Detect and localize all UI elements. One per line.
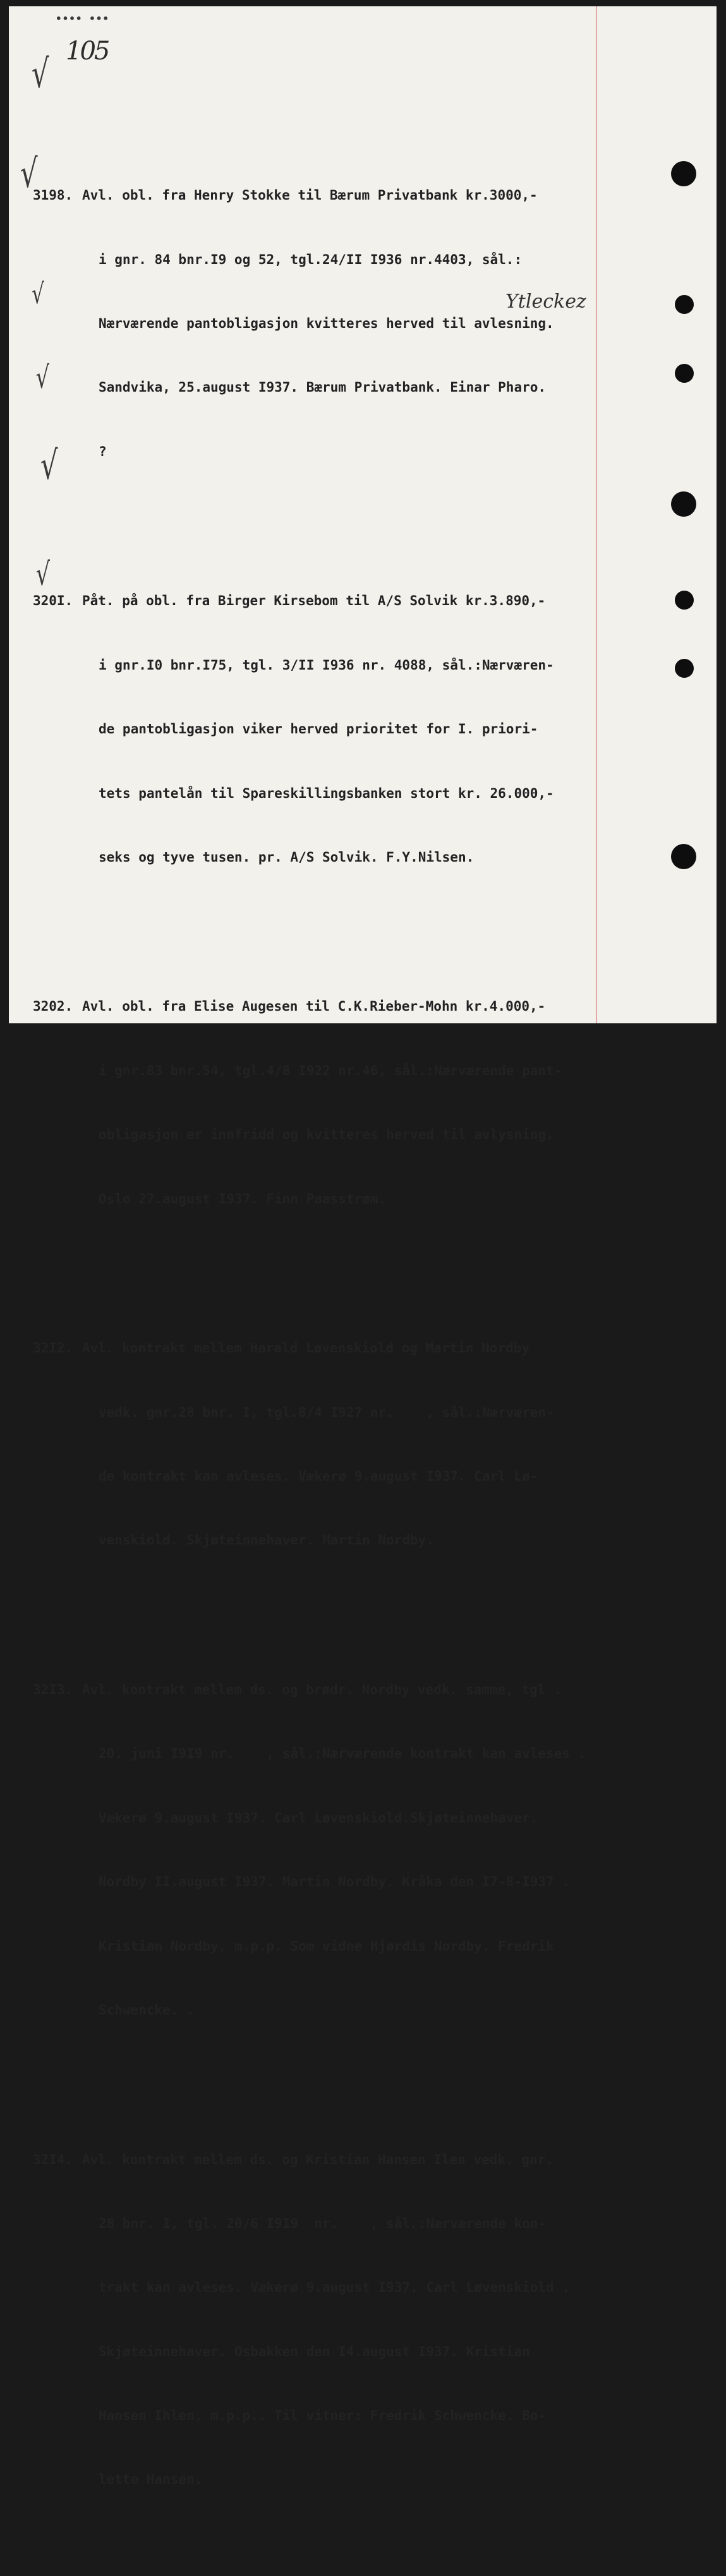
entry-line: obligasjon er innfridd og kvitteres herved til avlysning.: [99, 1127, 554, 1143]
entry-line: Sandvika, 25.august I937. Bærum Privatbank. Einar Pharo.: [99, 380, 547, 395]
header-scribble: •••• •••: [56, 13, 110, 25]
entry-first-line: Avl. obl. fra Henry Stokke til Bærum Privatbank kr.3000,-: [82, 188, 538, 203]
entry-number: 32I2.: [33, 1340, 73, 1356]
entry-line: de kontrakt kan avleses. Vækerø 9.august I937. Carl Lø-: [99, 1469, 538, 1484]
entry-3214: [33, 2107, 602, 2534]
checkmark-icon: √: [32, 278, 44, 310]
entry-number: 320I.: [33, 593, 73, 609]
checkmark-icon: √: [20, 150, 38, 196]
entry-line: Vækerø 9.august I937. Carl Løvenskiold.Skjøteinnehaver.: [99, 1810, 538, 1826]
entry-line: 20. juni I9I9 nr. , sål.:Nærværende kontrakt kan avleses .: [99, 1746, 586, 1762]
entry-line: Skjøteinnehaver. Osbakken den I4.august I937. Kristian: [99, 2344, 530, 2359]
punch-hole: [675, 295, 694, 314]
entry-line: venskiold. Skjøteinnehaver. Martin Nordby.: [99, 1532, 435, 1548]
entry-line: vedk. gnr.28 bnr. I, tgl.8/4 I927 nr. , sål.:Nærværen-: [99, 1404, 554, 1420]
punch-hole: [675, 659, 694, 678]
entry-3202: [33, 954, 602, 1253]
entry-first-line: Avl. obl. fra Elise Augesen til C.K.Rieber-Mohn kr.4.000,-: [82, 999, 546, 1014]
entry-3201: [33, 548, 602, 912]
entry-line: tets pantelån til Spareskillingsbanken stort kr. 26.000,-: [99, 785, 554, 801]
entry-first-line: Påt. på obl. fra Birger Kirsebom til A/S Solvik kr.3.890,-: [82, 593, 546, 609]
punch-hole: [675, 591, 694, 610]
entry-line: Schwencke. .: [99, 2002, 195, 2018]
entry-line: seks og tyve tusen. pr. A/S Solvik. F.Y.Nilsen.: [99, 849, 475, 865]
entry-3212: [33, 1296, 602, 1594]
entry-number: 32I3.: [33, 1682, 73, 1697]
punch-hole: [671, 844, 696, 869]
entry-line: 28 bnr. I, tgl. 20/6 I9I9 nr. , sål.:Nærværende kon-: [99, 2215, 547, 2231]
entry-line: lette Hansen.: [99, 2472, 203, 2488]
checkmark-icon: √: [35, 556, 51, 593]
checkmark-icon: √: [35, 360, 50, 395]
entry-3213: [33, 1637, 602, 2064]
checkmark-icon: √: [31, 51, 49, 97]
entry-first-line: Avl. kontrakt mellem ds. og brødr. Nordby vedk. samme, tgl .: [82, 1682, 562, 1697]
entry-line: ?: [99, 443, 107, 459]
entry-line: trakt kan avleses. Vækerø 9.august I937. Carl Løvenskiold .: [99, 2280, 570, 2296]
entry-line: Hansen Ihlen, m.p.p.. Til vitner: Fredrik Schwencke. Bo-: [99, 2408, 547, 2424]
entry-first-line: Avl. kontrakt mellem ds. og Kristian Hansen Ilen vedk. gnr.: [82, 2152, 554, 2167]
punch-hole: [671, 491, 696, 517]
entry-number: 3202.: [33, 999, 73, 1014]
entry-line: i gnr.I0 bnr.I75, tgl. 3/II I936 nr. 4088, sål.:Nærværen-: [99, 657, 554, 673]
entry-line: i gnr.83 bnr.54, tgl.4/8 I922 nr.46, sål.:Nærværende pant-: [99, 1062, 562, 1078]
entry-line: Oslo 27.august I937. Finn Paasstrøm.: [99, 1191, 387, 1207]
page-number: 105: [66, 37, 109, 66]
entry-line: Nærværende pantobligasjon kvitteres herved til avlesning.: [99, 315, 554, 331]
entry-number: 32I4.: [33, 2152, 73, 2167]
document-body: [33, 100, 602, 2576]
punch-hole: [675, 364, 694, 383]
entry-line: Kristian Nordby, m.p.p. Som vidne Hjørdis Nordby. Fredrik: [99, 1938, 554, 1954]
document-page: [9, 6, 717, 2488]
entry-3198: [33, 143, 602, 506]
handwritten-signature: Ytleckez: [505, 291, 586, 313]
checkmark-icon: √: [40, 442, 58, 488]
entry-first-line: Avl. kontrakt mellem Harald Løvenskiold og Martin Nordby: [82, 1340, 530, 1356]
entry-number: 3198.: [33, 188, 73, 203]
entry-line: i gnr. 84 bnr.I9 og 52, tgl.24/II I936 nr.4403, sål.:: [99, 251, 523, 267]
entry-line: de pantobligasjon viker herved prioritet for I. priori-: [99, 721, 538, 737]
entry-line: Nordby II.august I937. Martin Nordby. Kråka den I7-8-I937 .: [99, 1874, 570, 1890]
punch-hole: [671, 161, 696, 186]
